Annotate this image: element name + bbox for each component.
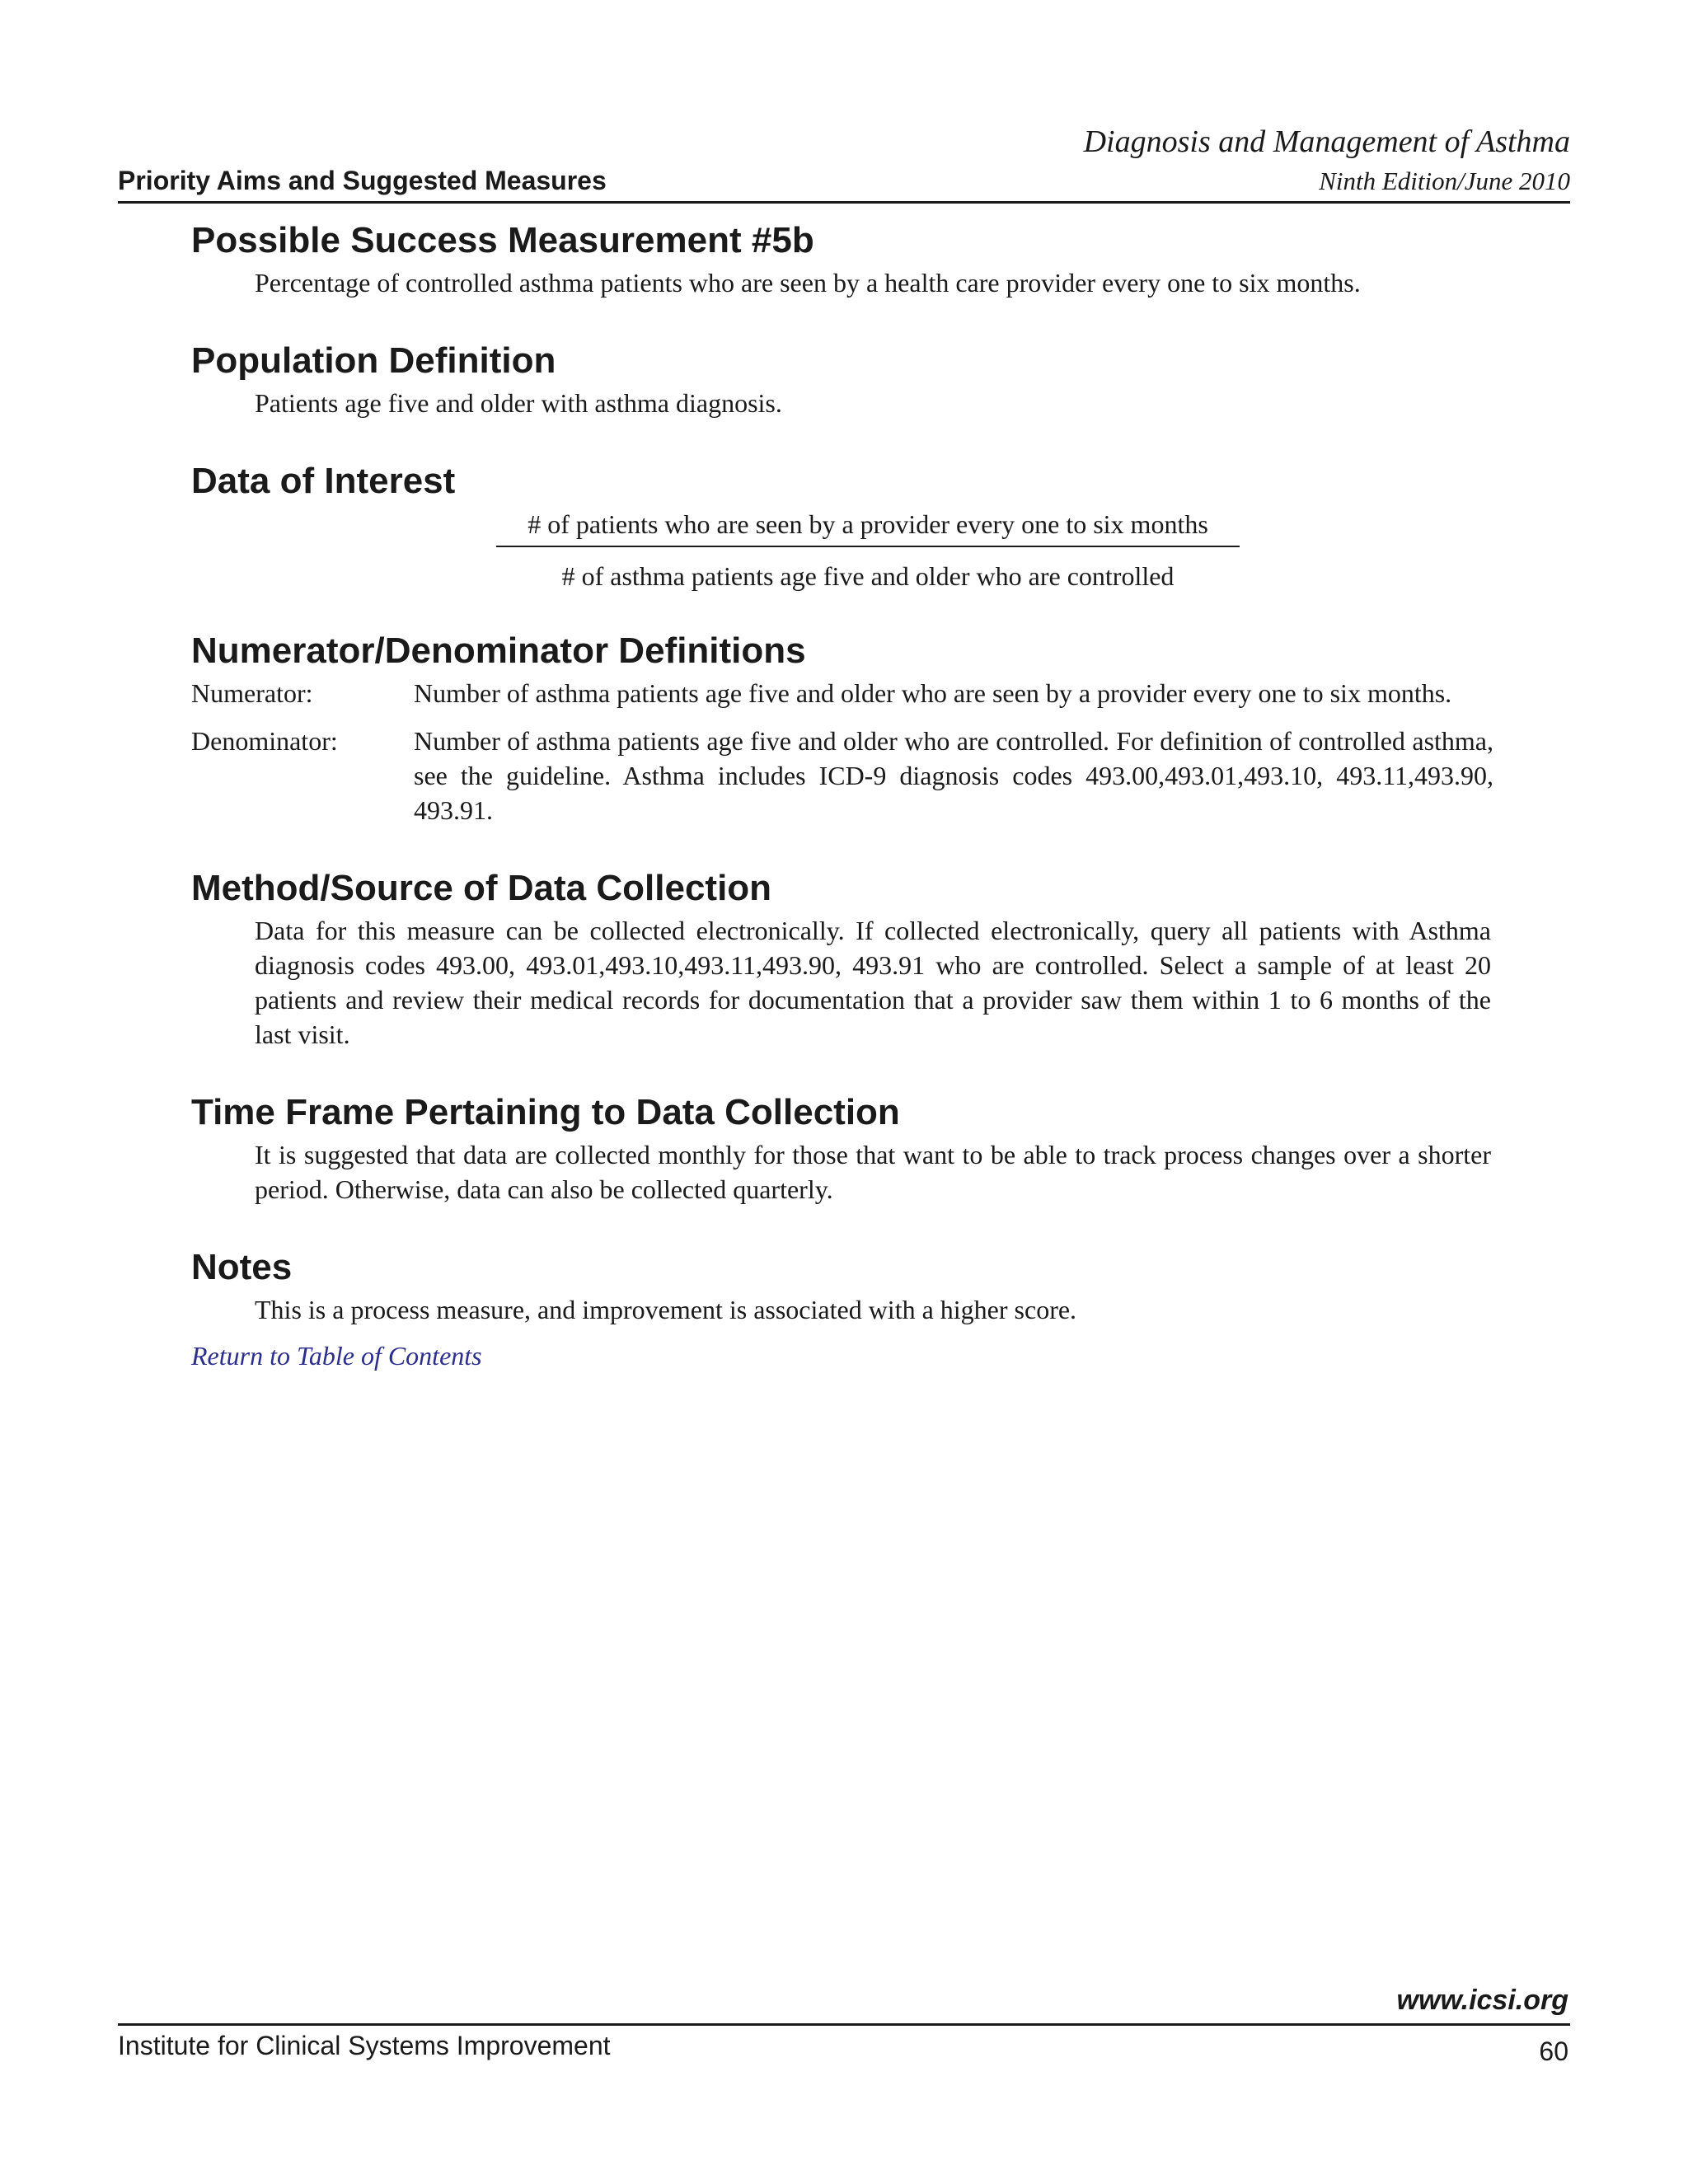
header-rule <box>118 201 1570 204</box>
document-title: Diagnosis and Management of Asthma <box>1083 124 1570 159</box>
spacer <box>191 710 1493 724</box>
data-of-interest-heading: Data of Interest <box>191 461 456 501</box>
numerator-text: Number of asthma patients age five and older who are seen by a provider every one to six months. <box>414 678 1452 708</box>
numerator-definition <box>191 676 1493 710</box>
method-section <box>191 864 1493 1052</box>
return-to-toc-link[interactable]: Return to Table of Contents <box>191 1341 482 1371</box>
population-text: Patients age five and older with asthma diagnosis. <box>255 388 782 418</box>
measurement-section <box>191 216 1493 300</box>
population-section <box>191 336 1493 420</box>
time-frame-text: It is suggested that data are collected monthly for those that want to be able to track process changes over a shorter period. Otherwise, data can also be collected quarterly. <box>255 1140 1491 1204</box>
footer-url[interactable]: www.icsi.org <box>1396 1985 1568 2016</box>
denominator-text: Number of asthma patients age five and older who are controlled. For definition of controlled asthma, see the guideline. Asthma includes ICD-9 diagnosis codes 493.00,493.01,493.10, 493.11,493.90, 493.91. <box>414 726 1493 825</box>
footer-rule <box>118 2023 1570 2026</box>
main-content <box>191 216 1493 1373</box>
spacer <box>191 1052 1493 1088</box>
definitions-section <box>191 626 1493 827</box>
denominator-definition <box>191 724 1493 827</box>
running-section-title: Priority Aims and Suggested Measures <box>118 166 607 195</box>
fraction-denominator: # of asthma patients age five and older who are controlled <box>561 561 1175 591</box>
numerator-label: Numerator: <box>191 678 313 708</box>
measurement-heading: Possible Success Measurement #5b <box>191 220 814 260</box>
spacer <box>191 827 1493 864</box>
edition-date: Ninth Edition/June 2010 <box>1319 166 1570 195</box>
method-text: Data for this measure can be collected electronically. If collected electronically, query all patients with Asthma diagnosis codes 493.00, 493.01,493.10,493.11,493.90, 493.91 who are controlled. Select a sample of at least 20 patients and review their medical records for documentation that a provider saw them within 1 to 6 months of the last visit. <box>255 916 1491 1049</box>
fraction-numerator: # of patients who are seen by a provider every one to six months <box>528 509 1208 539</box>
definitions-heading: Numerator/Denominator Definitions <box>191 630 806 671</box>
time-frame-heading: Time Frame Pertaining to Data Collection <box>191 1092 900 1132</box>
population-heading: Population Definition <box>191 340 556 381</box>
notes-text: This is a process measure, and improvement is associated with a higher score. <box>255 1295 1077 1324</box>
footer-organization: Institute for Clinical Systems Improvement <box>118 2031 611 2060</box>
spacer <box>191 1207 1493 1243</box>
notes-heading: Notes <box>191 1247 293 1287</box>
measure-fraction <box>191 508 1493 595</box>
spacer <box>191 420 1493 457</box>
spacer <box>191 595 1493 626</box>
data-of-interest-section <box>191 457 1493 595</box>
spacer <box>191 300 1493 336</box>
notes-section <box>191 1243 1493 1327</box>
measurement-text: Percentage of controlled asthma patients who are seen by a health care provider every one to six months. <box>255 268 1361 298</box>
denominator-label: Denominator: <box>191 726 338 756</box>
fraction-bar <box>496 546 1240 547</box>
time-frame-section <box>191 1088 1493 1207</box>
method-heading: Method/Source of Data Collection <box>191 868 772 908</box>
page-number: 60 <box>1539 2036 1568 2066</box>
